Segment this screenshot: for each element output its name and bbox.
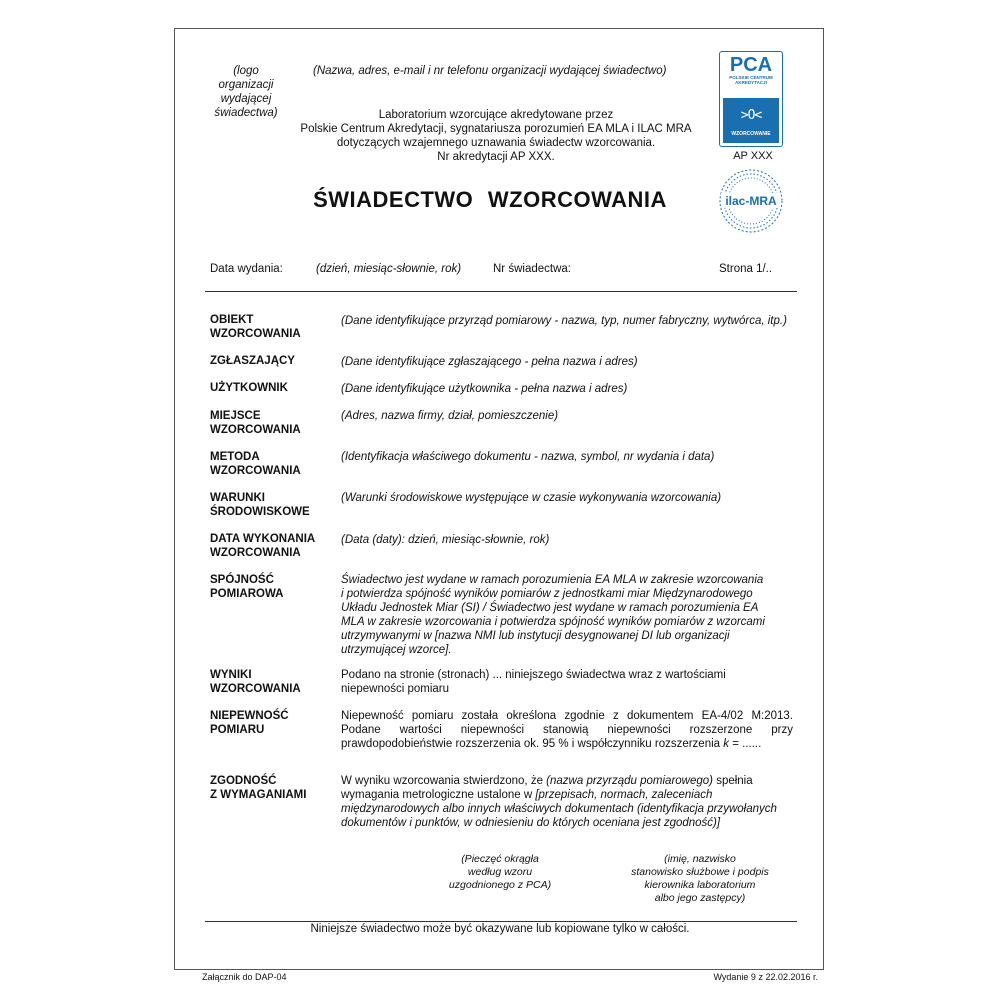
text-line: Podano na stronie (stronach) ... niniejszego świadectwa wraz z wartościami — [341, 669, 726, 681]
issue-date-label: Data wydania: — [210, 263, 283, 275]
pca-symbol-icon: >O< — [740, 108, 762, 123]
pca-logo-subtitle: AKREDYTACJI — [735, 80, 767, 85]
accreditation-line: dotyczących wzajemnego uznawania świadectw wzorcowania. — [336, 137, 656, 149]
label-line: NIEPEWNOŚĆ — [210, 710, 289, 722]
footer-divider — [205, 921, 797, 922]
text-line: Układu Jednostek Miar (SI) / Świadectwo jest wydane w ramach porozumienia EA — [341, 602, 759, 614]
label-line: WARUNKI — [210, 492, 265, 504]
certificate-number-label: Nr świadectwa: — [493, 263, 571, 275]
label-line: UŻYTKOWNIK — [210, 382, 288, 394]
label-line: ZGODNOŚĆ — [210, 775, 277, 787]
label-line: POMIARU — [210, 724, 265, 736]
label-line: DATA WYKONANIA — [210, 533, 316, 545]
label-line: WZORCOWANIA — [210, 683, 301, 695]
page-number: Strona 1/.. — [719, 263, 773, 275]
coverage-factor-symbol: k — [723, 738, 729, 750]
manager-signature-placeholder — [615, 853, 785, 905]
uncertainty-text: Niepewność pomiaru została określona zgodnie z dokumentem EA-4/02 M:2013. Podane wartości niepewności stanowią niepewności rozszerzone przy prawdopodobieństwie rozszerzenia ok. 95 % i współczynniku rozszerzenia — [341, 710, 793, 750]
signature-line: kierownika laboratorium — [644, 879, 756, 891]
field-label-results — [210, 668, 330, 696]
field-label-conformity — [210, 774, 330, 802]
label-line: WZORCOWANIA — [210, 424, 301, 436]
text-line: i potwierdza spójność wyników pomiarów z jednostkami miar Międzynarodowego — [341, 588, 753, 600]
header-divider — [205, 291, 797, 292]
conformity-instrument: (nazwa przyrządu pomiarowego) — [546, 775, 713, 787]
label-line: WZORCOWANIA — [210, 328, 301, 340]
label-line: OBIEKT — [210, 314, 254, 326]
text-line: MLA w zakresie wzorcowania i potwierdza spójność wyników pomiarów z wzorcami — [341, 616, 765, 628]
logo-placeholder-line: (logo — [233, 65, 259, 77]
field-value-results — [341, 668, 793, 696]
field-label-method — [210, 450, 330, 478]
stamp-placeholder — [425, 853, 575, 892]
field-value-method: (Identyfikacja właściwego dokumentu - nazwa, symbol, nr wydania i data) — [341, 451, 715, 463]
field-label-location — [210, 409, 330, 437]
accreditation-code: AP XXX — [733, 150, 773, 162]
accreditation-line: Polskie Centrum Akredytacji, sygnatariusza porozumień EA MLA i ILAC MRA — [300, 123, 692, 135]
copy-notice: Niniejsze świadectwo może być okazywane lub kopiowane tylko w całości. — [310, 923, 690, 935]
field-label-calibration-date — [210, 532, 330, 560]
logo-placeholder-line: świadectwa) — [214, 107, 278, 119]
field-value-conditions: (Warunki środowiskowe występujące w czasie wykonywania wzorcowania) — [341, 492, 722, 504]
label-line: Z WYMAGANIAMI — [210, 789, 307, 801]
text-line: utrzymywanymi w [nazwa NMI lub instytucji desygnowanej DI lub organizacji — [341, 630, 730, 642]
field-value-uncertainty — [341, 709, 793, 751]
label-line: WYNIKI — [210, 669, 252, 681]
pca-logo-letters: PCA — [729, 54, 773, 76]
pca-logo-subtitle: POLSKIE CENTRUM — [729, 75, 773, 80]
attachment-reference: Załącznik do DAP-04 — [202, 972, 287, 982]
field-label-traceability — [210, 573, 330, 601]
accreditation-statement — [283, 108, 709, 164]
field-label-applicant — [210, 354, 330, 368]
label-line: METODA — [210, 451, 260, 463]
issue-date-value: (dzień, miesiąc-słownie, rok) — [316, 263, 462, 275]
label-line: ZGŁASZAJĄCY — [210, 355, 295, 367]
field-label-uncertainty — [210, 709, 330, 737]
ilac-mra-logo — [717, 167, 785, 235]
logo-placeholder — [205, 64, 287, 120]
accreditation-line: Nr akredytacji AP XXX. — [437, 151, 555, 163]
field-label-object — [210, 313, 330, 341]
text-line: niepewności pomiaru — [341, 683, 450, 695]
pca-logo — [719, 51, 783, 147]
logo-placeholder-line: organizacji — [218, 79, 274, 91]
conformity-text: W wyniku wzorcowania stwierdzono, że — [341, 775, 547, 787]
signature-line: (imię, nazwisko — [664, 853, 736, 865]
signature-line: albo jego zastępcy) — [654, 892, 746, 904]
accreditation-line: Laboratorium wzorcujące akredytowane przez — [378, 109, 614, 121]
stamp-line: według wzoru — [467, 866, 533, 878]
document-title: ŚWIADECTWO WZORCOWANIA — [313, 187, 667, 212]
organization-placeholder: (Nazwa, adres, e-mail i nr telefonu organizacji wydającej świadectwo) — [313, 65, 667, 77]
pca-logo-caption: WZORCOWANIE — [731, 131, 771, 137]
coverage-factor-value: = ...... — [729, 738, 762, 750]
conformity-text: spełnia wymagania metrologiczne ustalone w — [341, 775, 753, 801]
text-line: Świadectwo jest wydane w ramach porozumienia EA MLA w zakresie wzorcowania — [341, 574, 764, 586]
field-value-traceability — [341, 573, 793, 657]
field-value-location: (Adres, nazwa firmy, dział, pomieszczenie) — [341, 410, 559, 422]
label-line: POMIAROWA — [210, 588, 284, 600]
field-value-calibration-date: (Data (daty): dzień, miesiąc-słownie, rok) — [341, 534, 550, 546]
label-line: SPÓJNOŚĆ — [210, 574, 274, 586]
label-line: WZORCOWANIA — [210, 547, 301, 559]
stamp-line: (Pieczęć okrągła — [461, 853, 539, 865]
edition-info: Wydanie 9 z 22.02.2016 r. — [713, 972, 818, 982]
field-value-user: (Dane identyfikujące użytkownika - pełna nazwa i adres) — [341, 383, 628, 395]
signature-line: stanowisko służbowe i podpis — [631, 866, 769, 878]
certificate-page — [174, 28, 824, 970]
field-value-applicant: (Dane identyfikujące zgłaszającego - pełna nazwa i adres) — [341, 356, 638, 368]
label-line: ŚRODOWISKOWE — [210, 506, 310, 518]
logo-placeholder-line: wydającej — [220, 93, 272, 105]
field-label-conditions — [210, 491, 330, 519]
text-line: utrzymującej wzorce]. — [341, 644, 452, 656]
field-value-object: (Dane identyfikujące przyrząd pomiarowy - nazwa, typ, numer fabryczny, wytwórca, itp.) — [341, 315, 787, 327]
conformity-documents: [przepisach, normach, zaleceniach międzynarodowych albo innych właściwych dokumentach (identyfikacja przywołanych dokumentów i punktów, w odniesieniu do których oceniana jest zgodność)] — [341, 789, 777, 829]
field-label-user — [210, 381, 330, 395]
ilac-logo-text: ilac-MRA — [725, 194, 777, 208]
stamp-line: uzgodnionego z PCA) — [448, 879, 552, 891]
label-line: MIEJSCE — [210, 410, 261, 422]
label-line: WZORCOWANIA — [210, 465, 301, 477]
field-value-conformity — [341, 774, 793, 830]
